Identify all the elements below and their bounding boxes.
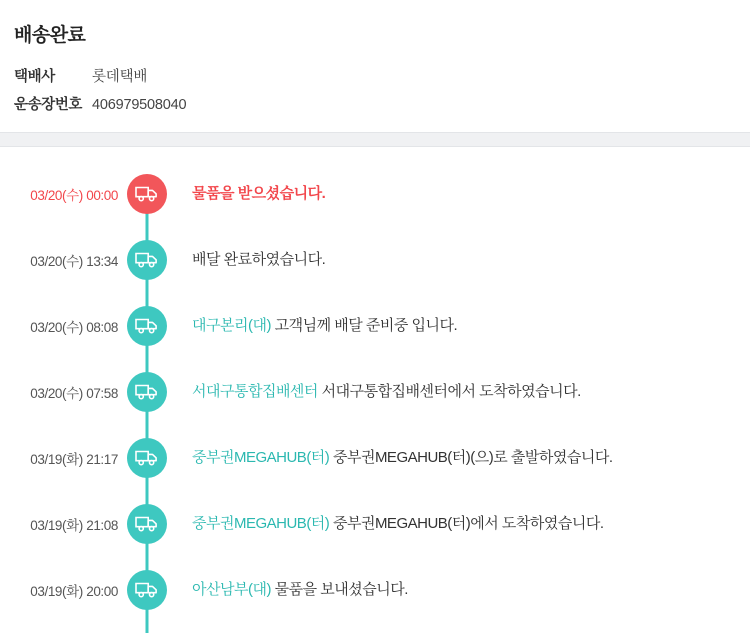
timeline-text	[176, 184, 750, 204]
timeline-location: 중부권MEGAHUB(터)	[192, 515, 330, 533]
timeline-timestamp: 03/20(수) 00:00	[30, 188, 118, 203]
truck-icon	[127, 504, 167, 544]
timeline-row	[0, 557, 750, 623]
truck-icon	[127, 174, 167, 214]
timeline-row	[0, 227, 750, 293]
shipment-meta	[14, 65, 736, 114]
timeline-location: 아산남부(대)	[192, 581, 271, 599]
timeline-location: 대구본리(대)	[192, 317, 271, 335]
timeline-text	[176, 382, 750, 402]
timeline-timestamp: 03/20(수) 13:34	[30, 254, 118, 269]
section-divider	[0, 132, 750, 147]
timeline-description: 배달 완료하였습니다.	[192, 251, 326, 269]
page-title: 배송완료	[14, 25, 86, 46]
tracking-number-value: 406979508040	[92, 97, 187, 113]
timeline-text	[176, 448, 750, 468]
timeline-node	[118, 240, 176, 280]
timeline-text	[176, 250, 750, 270]
timeline-description: 중부권MEGAHUB(터)에서 도착하였습니다.	[332, 515, 604, 533]
truck-icon	[127, 570, 167, 610]
truck-icon	[127, 372, 167, 412]
timeline-description: 물품을 받으셨습니다.	[192, 185, 326, 203]
tracking-number-row	[14, 93, 736, 114]
timeline-text	[176, 514, 750, 534]
timeline-node	[118, 504, 176, 544]
timeline-node	[118, 372, 176, 412]
carrier-value: 롯데택배	[92, 69, 148, 85]
timeline-text	[176, 316, 750, 336]
truck-icon	[127, 240, 167, 280]
tracking-number-label: 운송장번호	[14, 97, 83, 113]
timeline-timestamp: 03/20(수) 08:08	[30, 320, 118, 335]
timeline-row	[0, 425, 750, 491]
timeline-description: 물품을 보내셨습니다.	[274, 581, 408, 599]
timeline-timestamp: 03/19(화) 21:17	[30, 452, 118, 467]
timeline-timestamp: 03/19(화) 20:00	[30, 584, 118, 599]
timeline-location: 서대구통합집배센터	[192, 383, 318, 401]
timeline-description: 고객님께 배달 준비중 입니다.	[274, 317, 458, 335]
tracking-timeline	[0, 147, 750, 623]
timeline-description: 중부권MEGAHUB(터)(으)로 출발하였습니다.	[332, 449, 613, 467]
timeline-node	[118, 306, 176, 346]
carrier-row	[14, 65, 736, 86]
timeline-node	[118, 570, 176, 610]
timeline-row	[0, 491, 750, 557]
timeline-location: 중부권MEGAHUB(터)	[192, 449, 330, 467]
truck-icon	[127, 306, 167, 346]
timeline-row	[0, 359, 750, 425]
truck-icon	[127, 438, 167, 478]
tracking-header	[0, 0, 750, 114]
timeline-row	[0, 161, 750, 227]
timeline-description: 서대구통합집배센터에서 도착하였습니다.	[321, 383, 581, 401]
timeline-row	[0, 293, 750, 359]
timeline-text	[176, 580, 750, 600]
carrier-label: 택배사	[14, 69, 55, 85]
timeline-node	[118, 174, 176, 214]
timeline-node	[118, 438, 176, 478]
timeline-timestamp: 03/19(화) 21:08	[30, 518, 118, 533]
timeline-timestamp: 03/20(수) 07:58	[30, 386, 118, 401]
